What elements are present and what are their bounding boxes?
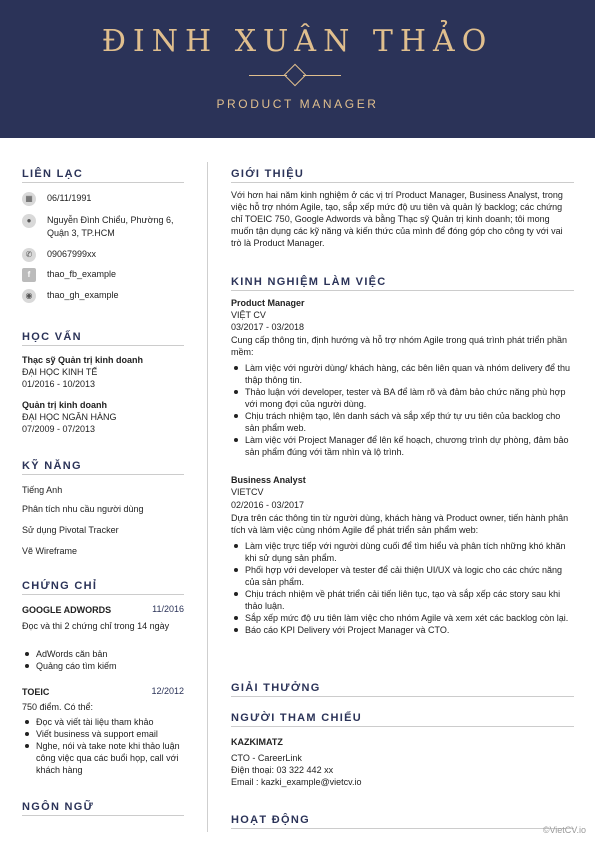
github-text[interactable]: thao_gh_example — [47, 290, 119, 300]
certificate-bullets — [22, 648, 182, 672]
facebook-icon: f — [22, 268, 36, 282]
certificate-desc: 750 điểm. Có thể: — [22, 702, 94, 712]
certificate-bullet: AdWords căn bản — [22, 648, 182, 660]
reference-position: CTO - CareerLink — [231, 753, 302, 763]
awards-section-title: GIẢI THƯỞNG — [231, 682, 321, 694]
skill-item: Vẽ Wireframe — [22, 546, 78, 556]
experience-bullet: Sắp xếp mức độ ưu tiên làm việc cho nhóm Agile và xem xét các backlog còn lại. — [231, 612, 574, 624]
contact-section-rule — [22, 182, 184, 183]
column-divider — [207, 162, 208, 832]
certificate-name: GOOGLE ADWORDS — [22, 605, 112, 615]
phone-icon: ✆ — [22, 248, 36, 262]
experience-role: Business Analyst — [231, 475, 306, 485]
about-section-title: GIỚI THIỆU — [231, 168, 305, 180]
skill-item: Tiếng Anh — [22, 485, 63, 495]
certificate-date: 12/2012 — [151, 686, 184, 696]
experience-period: 03/2017 - 03/2018 — [231, 322, 305, 332]
education-period: 01/2016 - 10/2013 — [22, 379, 96, 389]
education-period: 07/2009 - 07/2013 — [22, 424, 96, 434]
experience-period: 02/2016 - 03/2017 — [231, 500, 305, 510]
certificate-bullet: Quảng cáo tìm kiếm — [22, 660, 182, 672]
header-banner — [0, 0, 595, 138]
candidate-name: ĐINH XUÂN THẢO — [101, 24, 494, 59]
languages-section-title: NGÔN NGỮ — [22, 801, 95, 813]
experience-bullet: Làm việc trực tiếp với người dùng cuối để tìm hiểu và phân tích những khó khăn khi sử dụng sản phẩm. — [231, 540, 574, 564]
skills-section-rule — [22, 474, 184, 475]
reference-email: Email : kazki_example@vietcv.io — [231, 777, 362, 787]
references-section-title: NGƯỜI THAM CHIẾU — [231, 712, 362, 724]
certificates-section-rule — [22, 594, 184, 595]
experience-desc: Cung cấp thông tin, định hướng và hỗ trợ nhóm Agile trong quá trình phát triển phần mềm: — [231, 335, 568, 357]
certificate-bullet: Đọc và viết tài liệu tham khảo — [22, 716, 182, 728]
experience-company: VIETCV — [231, 487, 264, 497]
reference-company: KAZKIMATZ — [231, 737, 283, 747]
education-section-title: HỌC VẤN — [22, 331, 82, 343]
education-degree: Thạc sỹ Quản trị kinh doanh — [22, 355, 144, 365]
experience-bullet: Chịu trách nhiệm tạo, lên danh sách và sắp xếp thứ tự ưu tiên của backlog cho sản phẩm web. — [231, 410, 574, 434]
location-icon: ● — [22, 214, 36, 228]
certificates-section-title: CHỨNG CHỈ — [22, 580, 98, 592]
experience-bullet: Làm việc với Project Manager để lên kế hoạch, chương trình dự phòng, đảm bảo sản phẩm đúng với tầm nhìn và lộ trình. — [231, 434, 574, 458]
experience-bullet: Thảo luận với developer, tester và BA để làm rõ và đảm bảo chức năng phù hợp với mong đợi của người dùng. — [231, 386, 574, 410]
reference-phone: Điện thoại: 03 322 442 xx — [231, 765, 334, 775]
contact-item-facebook[interactable] — [22, 268, 202, 282]
activities-section-rule — [231, 828, 574, 829]
skill-item: Sử dụng Pivotal Tracker — [22, 525, 119, 535]
languages-section-rule — [22, 815, 184, 816]
certificate-name: TOEIC — [22, 687, 50, 697]
experience-desc: Dựa trên các thông tin từ người dùng, khách hàng và Product owner, tiến hành phân tích và làm việc cùng nhóm Agile để phát triển sản phẩm web: — [231, 513, 569, 535]
awards-section-rule — [231, 696, 574, 697]
experience-role: Product Manager — [231, 298, 305, 308]
experience-bullets — [231, 540, 574, 636]
watermark-text: ©VietCV.io — [542, 825, 586, 835]
name-underline-right — [303, 75, 341, 76]
experience-company: VIỆT CV — [231, 310, 266, 320]
about-section-rule — [231, 182, 574, 183]
experience-bullets — [231, 362, 574, 458]
address-text: Nguyễn Đình Chiểu, Phường 6, Quận 3, TP.HCM — [47, 215, 174, 238]
about-text: Với hơn hai năm kinh nghiệm ở các vị trí Product Manager, Business Analyst, trong việc hỗ trợ nhóm Agile, tạo, sắp xếp mức độ ưu tiên và quản lý backlog; các chứng chỉ TOEIC 750, Google Adwords và bằng Thạc sỹ Quản trị kinh doanh; tôi mong muốn tận dụng các kỹ năng và kiến thức của mình để đóng góp cho công ty với vai trò là Product Manager. — [231, 190, 563, 248]
contact-item-birthday — [22, 192, 202, 206]
calendar-icon: ▦ — [22, 192, 36, 206]
experience-bullet: Làm việc với người dùng/ khách hàng, các bên liên quan và nhóm delivery để thu thập thông tin. — [231, 362, 574, 386]
job-title: PRODUCT MANAGER — [216, 97, 379, 111]
certificate-bullet: Viết business và support email — [22, 728, 182, 740]
experience-bullet: Phối hợp với developer và tester để cải thiện UI/UX và logic cho các chức năng của sản phẩm. — [231, 564, 574, 588]
activities-section-title: HOẠT ĐỘNG — [231, 814, 310, 826]
facebook-text[interactable]: thao_fb_example — [47, 269, 117, 279]
certificate-bullets — [22, 716, 182, 776]
experience-section-rule — [231, 290, 574, 291]
education-degree: Quản trị kinh doanh — [22, 400, 107, 410]
skill-item: Phân tích nhu cầu người dùng — [22, 504, 144, 514]
contact-item-phone — [22, 248, 202, 262]
education-school: ĐẠI HỌC NGÂN HÀNG — [22, 412, 117, 422]
contact-item-github[interactable] — [22, 289, 202, 303]
contact-section-title: LIÊN LẠC — [22, 168, 84, 180]
contact-item-address — [22, 214, 202, 240]
certificate-date: 11/2016 — [152, 604, 184, 614]
references-section-rule — [231, 726, 574, 727]
phone-text: 09067999xx — [47, 249, 97, 259]
education-school: ĐẠI HỌC KINH TẾ — [22, 367, 98, 377]
name-underline-left — [249, 75, 287, 76]
certificate-bullet: Nghe, nói và take note khi thảo luận công việc qua các buổi họp, call với khách hàng — [22, 740, 182, 776]
github-icon: ◉ — [22, 289, 36, 303]
certificate-desc: Đọc và thi 2 chứng chỉ trong 14 ngày — [22, 621, 170, 631]
birthday-text: 06/11/1991 — [47, 193, 92, 203]
skills-section-title: KỸ NĂNG — [22, 460, 82, 472]
experience-bullet: Chịu trách nhiệm về phát triển cải tiến liên tục, tạo và sắp xếp các story sau khi thảo luận. — [231, 588, 574, 612]
education-section-rule — [22, 345, 184, 346]
experience-section-title: KINH NGHIỆM LÀM VIỆC — [231, 276, 387, 288]
experience-bullet: Báo cáo KPI Delivery với Project Manager và CTO. — [231, 624, 574, 636]
